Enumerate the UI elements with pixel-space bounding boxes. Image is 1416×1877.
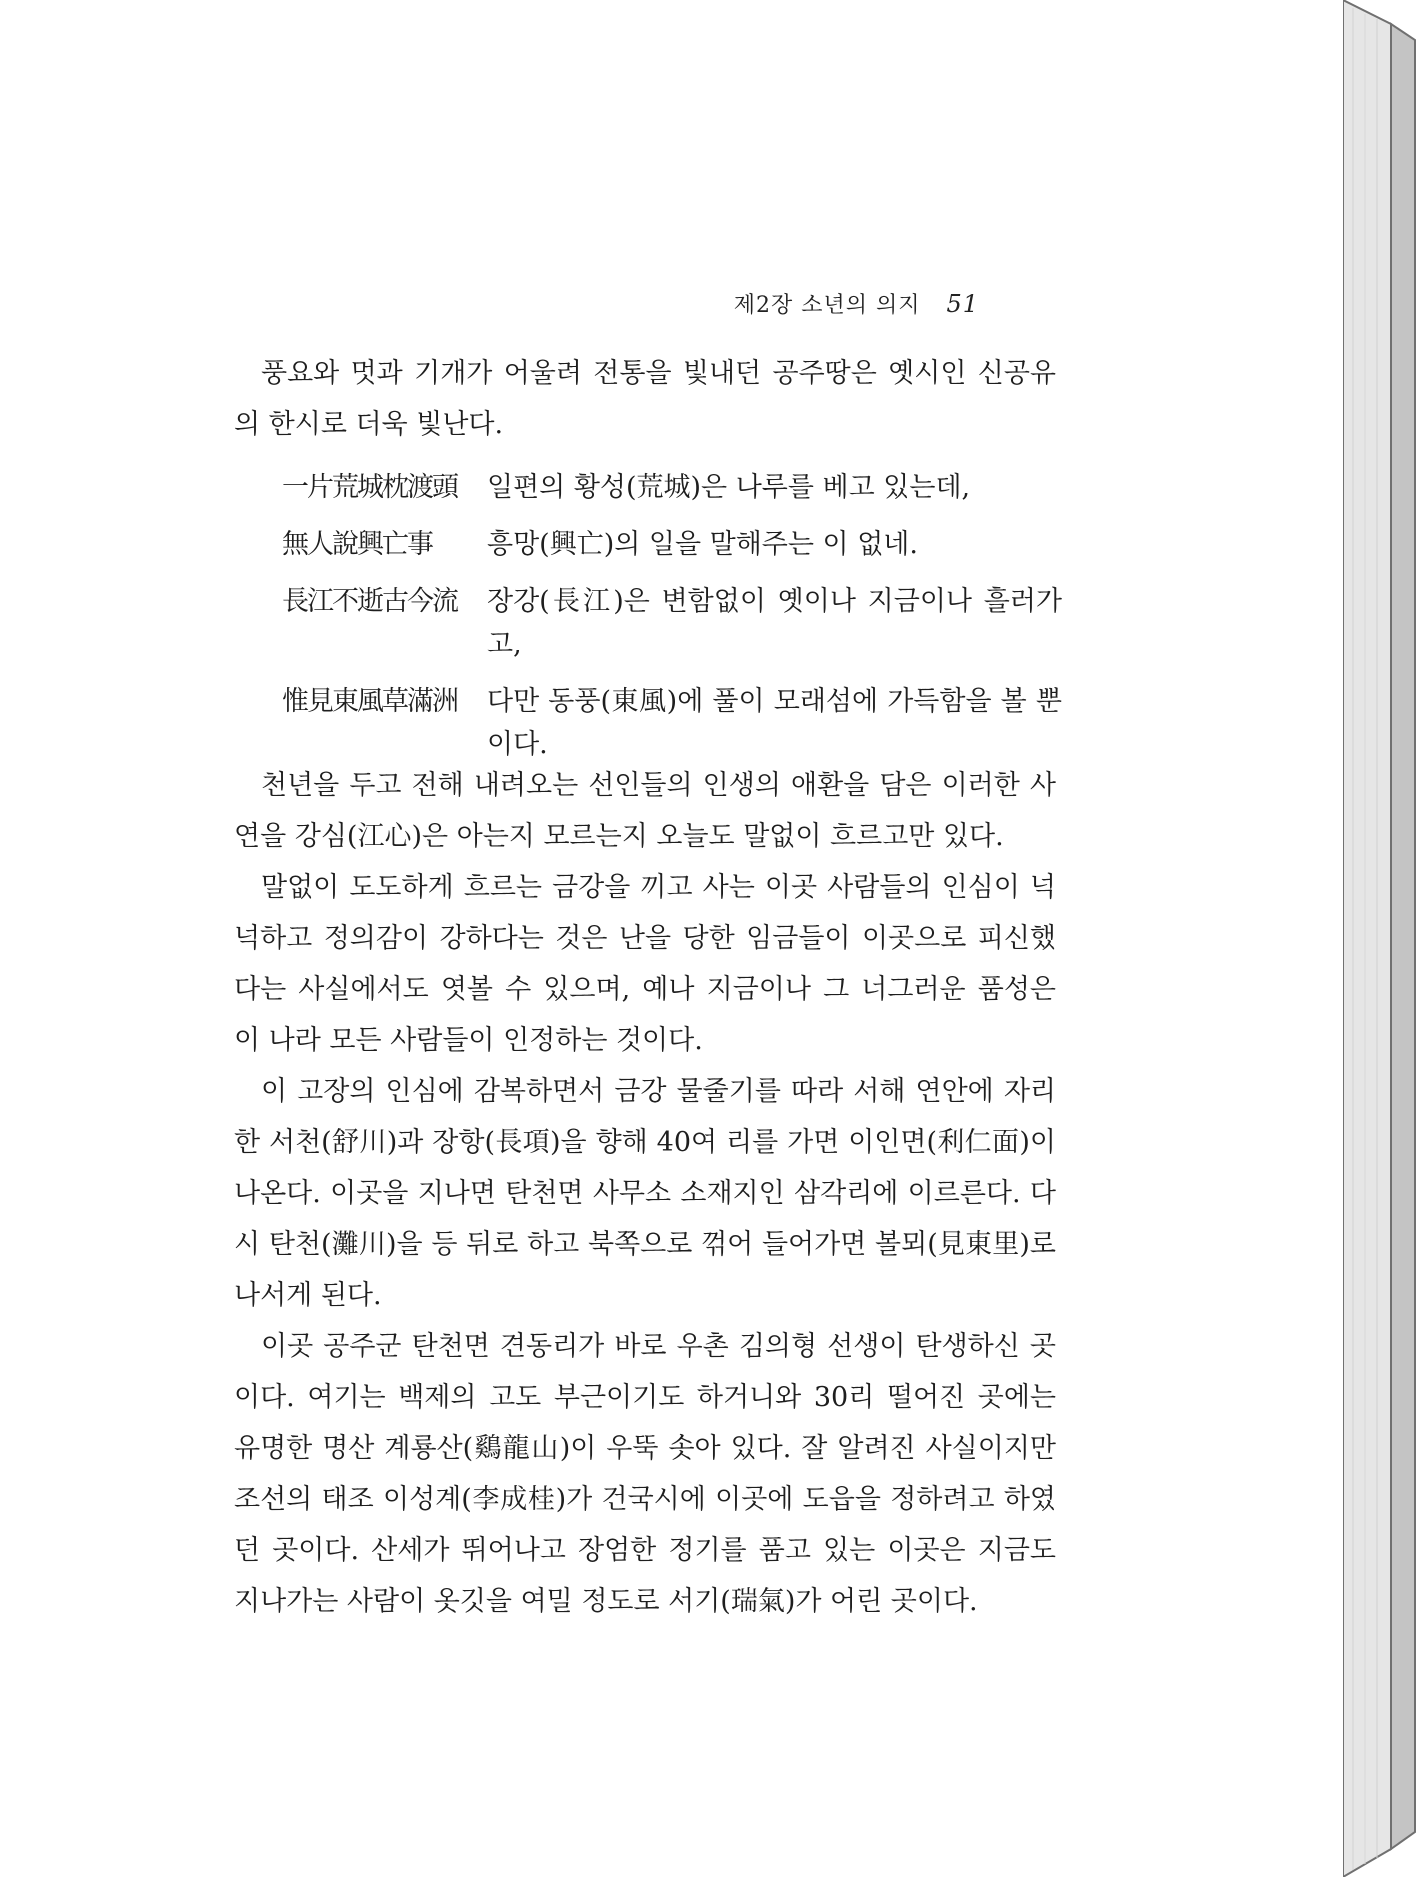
poem-hanja: 無人說興亡事 xyxy=(282,529,432,560)
poem-translation: 다만 동풍(東風)에 풀이 모래섬에 가득함을 볼 뿐이다. xyxy=(487,686,1062,760)
body-paragraph: 이곳 공주군 탄천면 견동리가 바로 우촌 김의형 선생이 탄생하신 곳이다. 여기는 백제의 고도 부근이기도 하거니와 30리 떨어진 곳에는 유명한 명산 계룡산(鷄龍山)이 우뚝 솟아 있다. 잘 알려진 사실이지만 조선의 태조 이성계(李成桂)가 건국시에 이곳에 도읍을 정하려고 하였던 곳이다. 산세가 뛰어나고 장엄한 정기를 품고 있는 이곳은 지금도 지나가는 사람이 옷깃을 여밀 정도로 서기(瑞氣)가 어린 곳이다. xyxy=(234,1331,1056,1617)
chapter-title: 제2장 소년의 의지 xyxy=(733,293,921,318)
poem-line xyxy=(282,580,1062,666)
page-number: 51 xyxy=(946,290,979,318)
body-paragraph: 말없이 도도하게 흐르는 금강을 끼고 사는 이곳 사람들의 인심이 넉넉하고 정의감이 강하다는 것은 난을 당한 임금들이 이곳으로 피신했다는 사실에서도 엿볼 수 있으며, 예나 지금이나 그 너그러운 품성은 이 나라 모든 사람들이 인정하는 것이다. xyxy=(234,872,1056,1056)
poem-translation: 흥망(興亡)의 일을 말해주는 이 없네. xyxy=(487,529,918,560)
poem-block xyxy=(282,466,1062,766)
poem-translation: 일편의 황성(荒城)은 나루를 베고 있는데, xyxy=(487,472,971,503)
poem-translation: 장강(長江)은 변함없이 옛이나 지금이나 흘러가고, xyxy=(487,586,1062,660)
body-paragraph: 이 고장의 인심에 감복하면서 금강 물줄기를 따라 서해 연안에 자리한 서천(舒川)과 장항(長項)을 향해 40여 리를 가면 이인면(利仁面)이 나온다. 이곳을 지나면 탄천면 사무소 소재지인 삼각리에 이르른다. 다시 탄천(灘川)을 등 뒤로 하고 북쪽으로 꺾어 들어가면 볼뫼(見東里)로 나서게 된다. xyxy=(234,1076,1056,1311)
poem-line xyxy=(282,523,1062,566)
running-head xyxy=(734,288,979,319)
poem-hanja: 長江不逝古今流 xyxy=(282,586,457,617)
book-page-edge xyxy=(1343,0,1416,1877)
poem-line xyxy=(282,680,1062,766)
body-paragraph: 천년을 두고 전해 내려오는 선인들의 인생의 애환을 담은 이러한 사연을 강심(江心)은 아는지 모르는지 오늘도 말없이 흐르고만 있다. xyxy=(234,770,1056,852)
poem-line xyxy=(282,466,1062,509)
poem-hanja: 一片荒城枕渡頭 xyxy=(282,472,457,503)
intro-paragraph: 풍요와 멋과 기개가 어울려 전통을 빛내던 공주땅은 옛시인 신공유의 한시로 더욱 빛난다. xyxy=(234,358,1056,440)
poem-hanja: 惟見東風草滿洲 xyxy=(282,686,457,717)
body-text xyxy=(234,760,1056,1627)
